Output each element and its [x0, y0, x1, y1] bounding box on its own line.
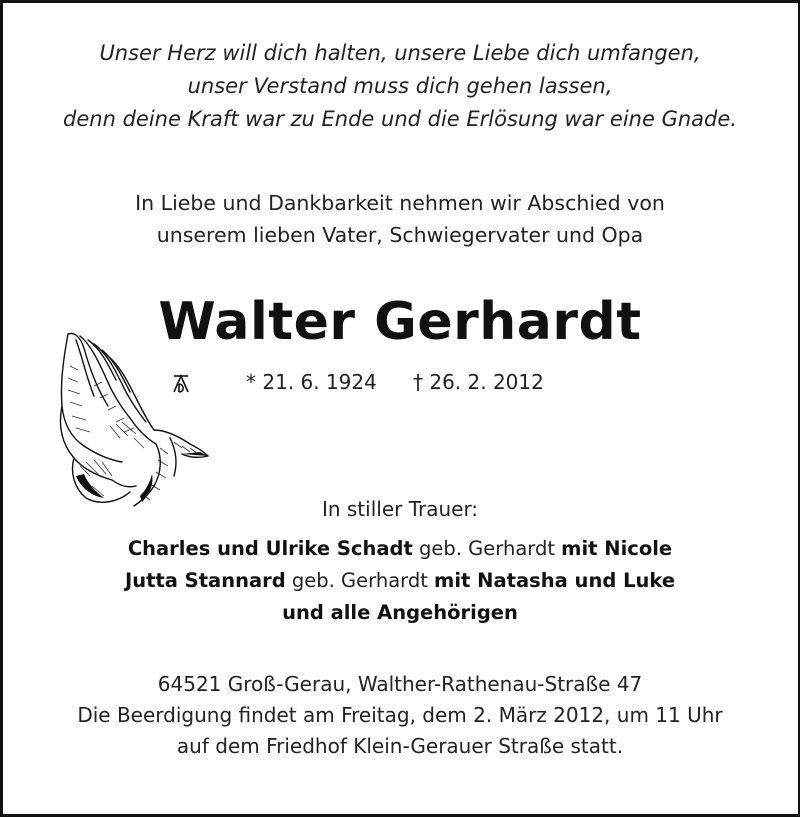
maiden-name: geb. Gerhardt: [285, 569, 435, 592]
poem: [0, 37, 800, 136]
intro-text: [0, 187, 800, 251]
mourner-name: mit Natasha und Luke: [434, 569, 676, 592]
death-date: † 26. 2. 2012: [413, 370, 544, 394]
poem-line: Unser Herz will dich halten, unsere Liebe dich umfangen,: [99, 41, 701, 65]
birth-date: * 21. 6. 1924: [246, 370, 377, 394]
mourner-line: [0, 533, 800, 565]
mourner-name: und alle Angehörigen: [282, 601, 518, 624]
mourner-line: [0, 565, 800, 597]
mourner-line: [0, 597, 800, 629]
durer-monogram-icon: [172, 372, 190, 394]
deceased-name: Walter Gerhardt: [158, 292, 642, 352]
mourners-list: [0, 533, 800, 629]
mourning-heading: In stiller Trauer:: [321, 497, 479, 521]
intro-line: unserem lieben Vater, Schwiegervater und Opa: [156, 223, 644, 247]
poem-line: denn deine Kraft war zu Ende und die Erlösung war eine Gnade.: [63, 107, 737, 131]
mourner-name: Charles und Ulrike Schadt: [127, 537, 413, 560]
life-dates: [172, 370, 572, 400]
mourner-name: Jutta Stannard: [124, 569, 286, 592]
mourner-name: mit Nicole: [561, 537, 673, 560]
intro-line: In Liebe und Dankbarkeit nehmen wir Abschied von: [135, 191, 665, 215]
footer-info: [0, 669, 800, 762]
funeral-info: Die Beerdigung findet am Freitag, dem 2. März 2012, um 11 Uhr: [77, 703, 723, 727]
praying-hands-icon: [50, 326, 210, 511]
poem-line: unser Verstand muss dich gehen lassen,: [187, 74, 613, 98]
funeral-info: auf dem Friedhof Klein-Gerauer Straße statt.: [176, 734, 624, 758]
address: 64521 Groß-Gerau, Walther-Rathenau-Straße 47: [157, 672, 643, 696]
maiden-name: geb. Gerhardt: [412, 537, 562, 560]
